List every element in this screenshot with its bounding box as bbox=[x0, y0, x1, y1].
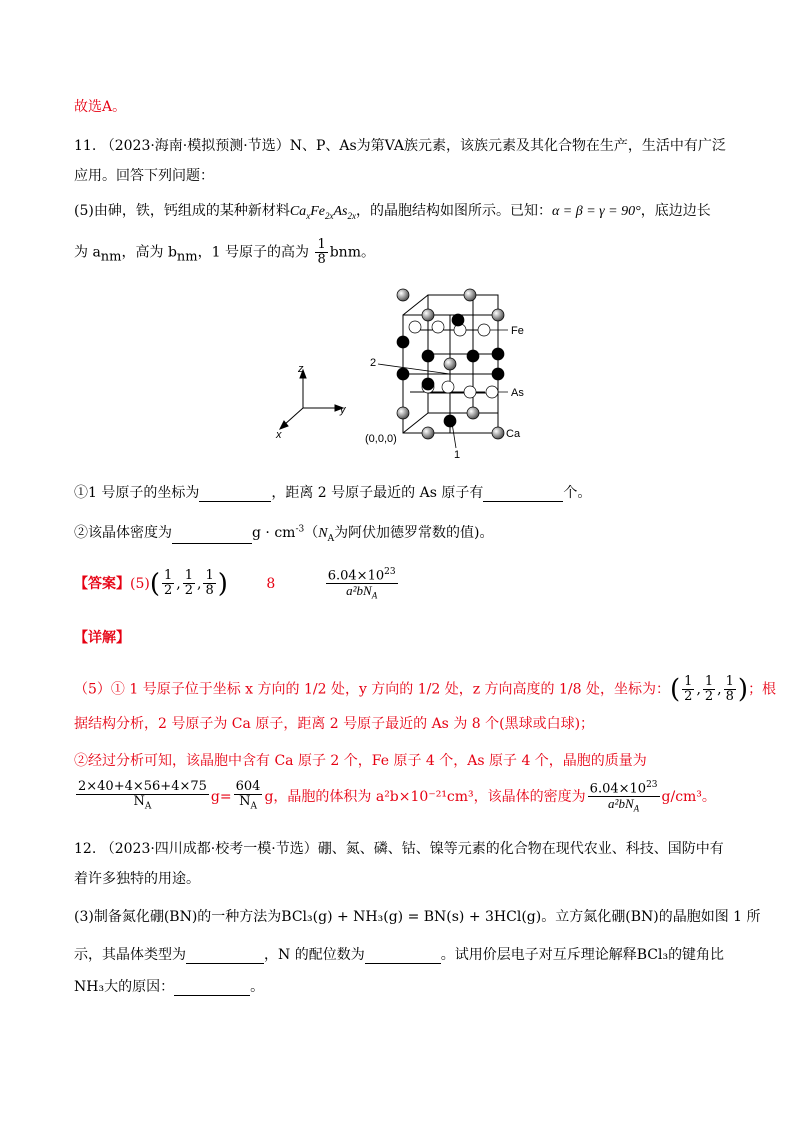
q11-stem-line1 bbox=[74, 135, 726, 155]
q12-source: （2023·四川成都·校考一模·节选） bbox=[100, 841, 318, 857]
axis-x-label: x bbox=[276, 429, 282, 441]
fe-atom bbox=[409, 321, 421, 333]
q11-question2: ②该晶体密度为 $g \cdot cm^{-3}(N_A$为阿伏加德罗常数的值)。 bbox=[74, 524, 494, 544]
q11-sub5-line2: 为 $a_{nm}$，高为 $b_{nm}$，1 号原子的高为 $\frac{1}{8}$ bnm。 bbox=[74, 237, 375, 267]
ca-atom bbox=[397, 289, 409, 301]
previous-answer: 故选A。 bbox=[74, 99, 127, 115]
detail-line4: $\frac{2\times 40+4\times 56+4\times 75}{N_A}$ g= $\frac{604}{N_A}$ g，晶胞的体积为 a²b×10⁻²¹cm³，该晶体的密度为 $\frac{6.04\times 10^{23}}{a^2bN_A}$ g/cm³。 bbox=[78, 779, 716, 814]
as-atom bbox=[492, 368, 504, 380]
answer-blank-6[interactable] bbox=[174, 981, 250, 996]
q12-sub3-line1: (3)制备氮化硼(BN)的一种方法为BCl₃(g) + NH₃(g) = BN(s) + 3HCl(g)。立方氮化硼(BN)的晶胞如图 1 所 bbox=[74, 909, 761, 925]
q12-sub3-line2: 示，其晶体类型为 ，N 的配位数为 。试用价层电子对互斥理论解释BCl₃的键角比 bbox=[74, 947, 725, 963]
detail-line2: 据结构分析，2 号原子为 Ca 原子，距离 2 号原子最近的 As 为 8 个(黑球或白球)； bbox=[74, 716, 595, 732]
as-atom bbox=[422, 378, 434, 390]
atom-2-label: 2 bbox=[370, 357, 377, 369]
q12-stem-2: 着许多独特的用途。 bbox=[74, 871, 200, 887]
crystal-cell-figure bbox=[260, 280, 560, 465]
as-atom bbox=[492, 348, 504, 360]
fe-atom bbox=[432, 321, 444, 333]
ca-atom bbox=[464, 289, 476, 301]
detail-line1: （5）① 1 号原子位于坐标 x 方向的 1/2 处，y 方向的 1/2 处，z 方向高度的 1/8 处，坐标为：( $\frac{1}{2}$ , $\frac{1}{2}$ , $\frac{1}{8}$ )；根 bbox=[74, 674, 777, 705]
detail-label: 【详解】 bbox=[74, 630, 130, 646]
q11-answer: 【答案】(5)( $\frac{1}{2}$ , $\frac{1}{2}$ , $\frac{1}{8}$ ) 8 $\frac{6.04\times 10^{23}}{a^2bN_A}$ bbox=[74, 567, 396, 601]
fe-atom bbox=[464, 386, 476, 398]
answer-count: 8 bbox=[266, 575, 276, 592]
ca-atom bbox=[467, 407, 479, 419]
q11-stem-1: N、P、As为第VA族元素，该族元素及其化合物在生产，生活中有广泛 bbox=[289, 138, 726, 154]
q11-stem-2: 应用。回答下列问题： bbox=[74, 168, 214, 184]
ca-label: Ca bbox=[506, 428, 521, 440]
ca-atom bbox=[492, 309, 504, 321]
ca-atom bbox=[397, 407, 409, 419]
as-atom bbox=[397, 368, 409, 380]
answer-blank-5[interactable] bbox=[365, 949, 441, 964]
atom-1-label: 1 bbox=[454, 449, 461, 461]
ca-atom bbox=[492, 427, 504, 439]
as-atom-1 bbox=[444, 415, 456, 427]
as-atom bbox=[397, 336, 409, 348]
unit-nm-2: nm bbox=[176, 249, 198, 265]
angles: α = β = γ = 90° bbox=[551, 204, 641, 219]
answer-blank-4[interactable] bbox=[186, 949, 264, 964]
ca-atom bbox=[422, 309, 434, 321]
as-atom bbox=[467, 350, 479, 362]
answer-label: 【答案】 bbox=[74, 575, 130, 592]
q12-stem-line1: 12. （2023·四川成都·校考一模·节选）硼、氮、磷、钴、镍等元素的化合物在现代农业、科技、国防中有 bbox=[74, 841, 724, 857]
q12-number: 12. bbox=[74, 841, 97, 857]
answer-blank-3[interactable] bbox=[172, 529, 252, 544]
axis-y-label: y bbox=[340, 404, 346, 416]
as-atom bbox=[452, 314, 464, 326]
fe-atom bbox=[442, 381, 454, 393]
ca-atom-2 bbox=[444, 358, 456, 370]
q11-sub5-line1: (5)由砷，铁，钙组成的某种新材料$Ca_xFe_{2x}As_{2x}$，的晶胞结构如图所示。已知：α = β = γ = 90°，底边边长 bbox=[74, 203, 711, 221]
q11-source: （2023·海南·模拟预测·节选） bbox=[100, 138, 290, 154]
as-atom bbox=[422, 350, 434, 362]
q11-number: 11. bbox=[74, 138, 97, 154]
answer-density: $\frac{6.04\times 10^{23}}{a^2bN_A}$ bbox=[327, 567, 396, 601]
ca-atom bbox=[422, 427, 434, 439]
axis-z-label: z bbox=[298, 363, 304, 375]
axes bbox=[280, 370, 343, 429]
answer-blank-1[interactable] bbox=[199, 487, 271, 502]
fe-label: Fe bbox=[511, 325, 524, 337]
fe-atom bbox=[478, 324, 490, 336]
reaction-equation: BCl₃(g) + NH₃(g) = BN(s) + 3HCl(g) bbox=[281, 909, 542, 925]
mass-fraction: $\frac{2\times 40+4\times 56+4\times 75}{N_A}$ bbox=[78, 779, 207, 812]
fe-atom bbox=[486, 386, 498, 398]
detail-line3: ②经过分析可知，该晶胞中含有 Ca 原子 2 个，Fe 原子 4 个，As 原子 4 个，晶胞的质量为 bbox=[74, 753, 647, 769]
q11-question1: ①1 号原子的坐标为 ，距离 2 号原子最近的 As 原子有 个。 bbox=[74, 485, 592, 501]
height-fraction: $\frac{1}{8}$ bbox=[317, 237, 326, 267]
answer-blank-2[interactable] bbox=[483, 487, 563, 502]
material-formula: $Ca_xFe_{2x}As_{2x}$ bbox=[289, 204, 356, 221]
q12-sub3-line3: NH₃大的原因： 。 bbox=[74, 979, 265, 995]
origin-label: (0,0,0) bbox=[365, 433, 397, 445]
as-label: As bbox=[511, 387, 524, 399]
